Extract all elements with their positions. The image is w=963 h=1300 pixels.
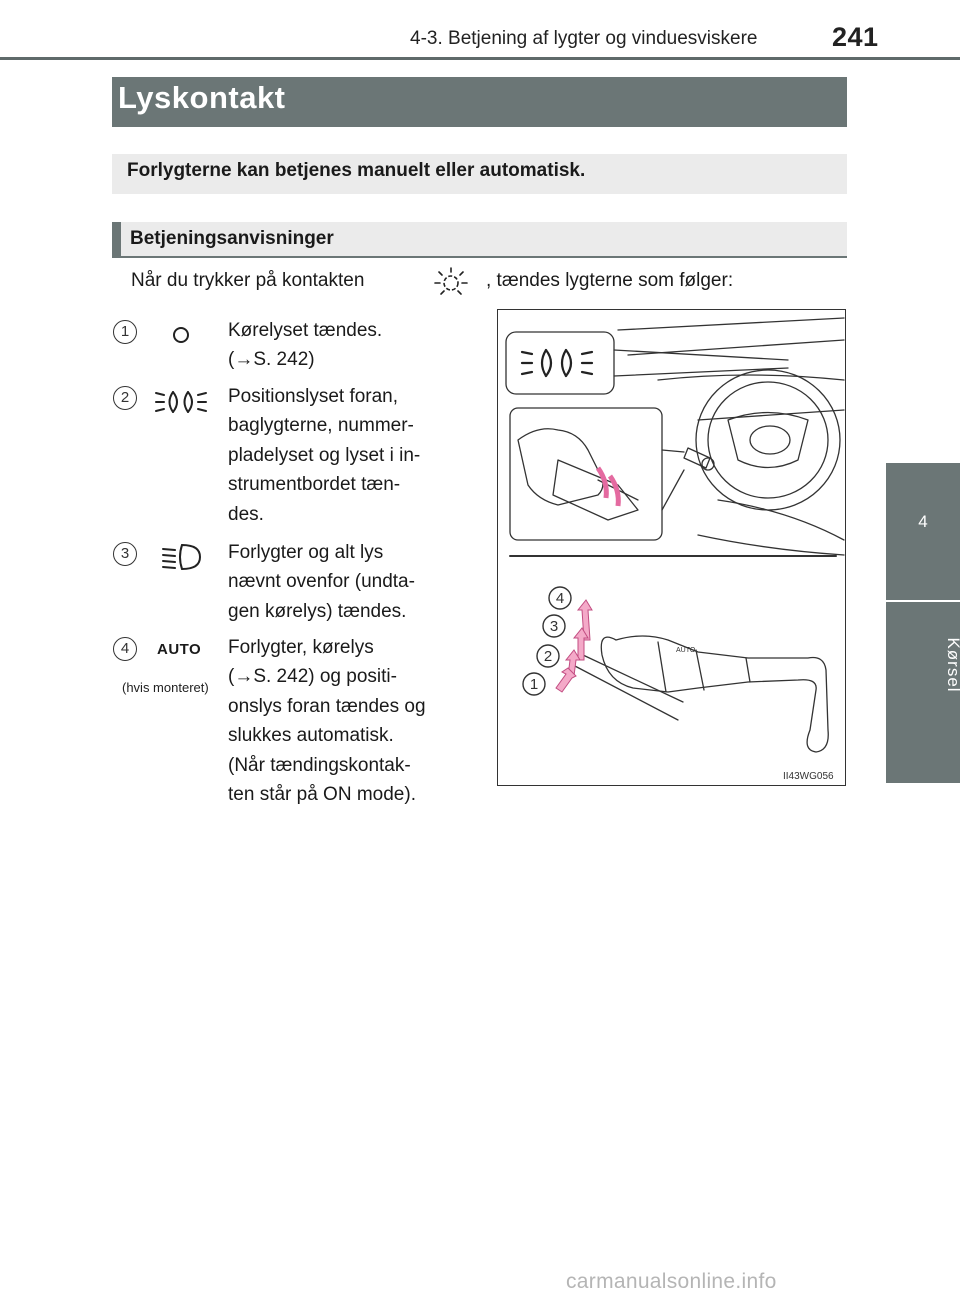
running-header-section: 4-3. Betjening af lygter og vinduesviskere [410,28,758,49]
auto-light-icon: AUTO [157,641,202,658]
item-2-line-4: strumentbordet tæn- [228,474,401,496]
item-4-note: (hvis monteret) [122,680,209,695]
item-4-line-6: ten står på ON mode). [228,784,416,806]
callout-1: 1 [529,676,539,693]
header-rule [0,57,960,60]
page-number: 241 [832,22,879,52]
item-2-line-3: pladelyset og lyset i in- [228,444,421,466]
callout-2: 2 [543,648,553,665]
item-3-text [228,538,466,626]
headlight-low-beam-icon [160,542,204,572]
chapter-name-container [886,625,963,775]
headlight-switch-sun-icon [433,266,469,298]
chapter-name: Kørsel [944,637,963,693]
item-4-number: 4 [113,637,137,661]
callout-3: 3 [549,618,559,635]
item-3-number: 3 [113,542,137,566]
subsection-title: Betjeningsanvisninger [130,228,334,249]
item-4-line-5: (Når tændingskontak- [228,754,411,776]
item-1-line-2: (→S. 242) [228,349,315,371]
chapter-tab-divider [886,600,960,602]
stalk-auto-label: AUTO [676,647,696,654]
watermark: carmanualsonline.info [566,1270,777,1293]
section-title: Lyskontakt [118,80,286,115]
position-light-icon [154,388,208,416]
illustration-drawing [498,310,844,784]
item-1-text [228,316,466,375]
item-2-number: 2 [113,386,137,410]
item-2-line-2: baglygterne, nummer- [228,415,414,437]
subsection-rule [112,256,847,258]
figure-code: II43WG056 [783,771,834,782]
light-switch-illustration [497,309,846,786]
lead-text-before: Når du trykker på kontakten [131,270,365,291]
lead-text-after: , tændes lygterne som følger: [486,270,734,291]
item-2-text [228,382,466,529]
item-4-line-1: Forlygter, kørelys [228,637,374,658]
item-3-line-2: nævnt ovenfor (undta- [228,571,415,593]
chapter-number: 4 [918,512,928,531]
item-4-text [228,633,466,809]
callout-4: 4 [555,590,565,607]
item-4-line-3: onslys foran tændes og [228,695,426,717]
item-1-line-1: Kørelyset tændes. [228,320,383,341]
item-1-number: 1 [113,320,137,344]
item-4-line-2: (→S. 242) og positi- [228,666,397,688]
item-3-line-3: gen kørelys) tændes. [228,600,407,622]
subsection-accent-bar [112,222,121,257]
item-4-line-4: slukkes automatisk. [228,725,394,747]
item-2-line-1: Positionslyset foran, [228,386,399,407]
intro-text: Forlygterne kan betjenes manuelt eller automatisk. [127,160,586,181]
item-2-line-5: des. [228,503,264,525]
daytime-running-light-icon [170,324,192,346]
item-3-line-1: Forlygter og alt lys [228,542,384,563]
